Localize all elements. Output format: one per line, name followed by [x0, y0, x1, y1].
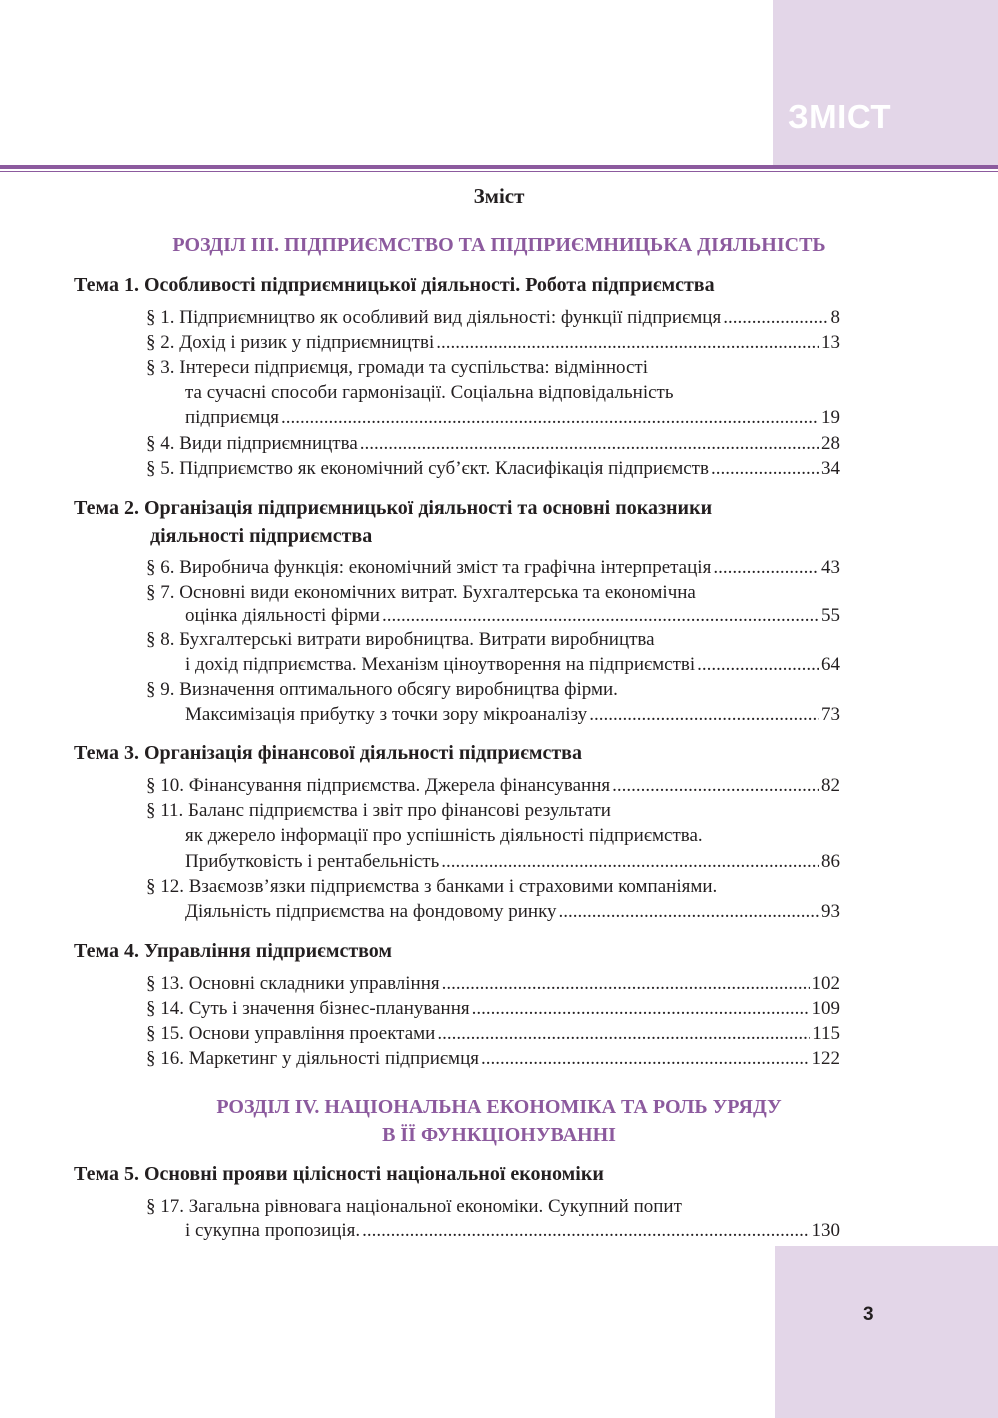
toc-entry-10[interactable] [146, 774, 840, 798]
toc-entry-9[interactable] [185, 703, 840, 727]
toc-entry-title: підприємця [185, 407, 280, 428]
dot-leader [436, 331, 819, 355]
toc-entry-12-line1[interactable]: § 12. Взаємозв’язки підприємства з банками і страховими компаніями. [146, 876, 718, 897]
toc-entry-title: § 10. Фінансування підприємства. Джерела фінансування [146, 775, 611, 796]
toc-entry-title: Прибутковість і рентабельність [185, 851, 440, 872]
toc-entry-title: § 13. Основні складники управління [146, 973, 440, 994]
toc-entry-11[interactable] [185, 850, 840, 874]
toc-entry-page: 122 [811, 1048, 840, 1069]
dot-leader [442, 972, 810, 996]
topic-2-heading-cont: діяльності підприємства [150, 525, 373, 547]
page-title: Зміст [473, 184, 525, 208]
toc-entry-3-line2[interactable]: та сучасні способи гармонізації. Соціальна відповідальність [185, 382, 674, 403]
dot-leader [362, 1219, 809, 1243]
toc-entry-page: 82 [821, 775, 840, 796]
toc-entry-8[interactable] [185, 653, 840, 677]
toc-entry-17[interactable] [185, 1219, 840, 1243]
toc-entry-page: 64 [821, 654, 840, 675]
toc-entry-title: § 5. Підприємство як економічний суб’єкт. Класифікація підприємств [146, 458, 709, 479]
toc-entry-title: § 1. Підприємництво як особливий вид діяльності: функції підприємця [146, 307, 722, 328]
toc-entry-9-line1[interactable]: § 9. Визначення оптимального обсягу виробництва фірми. [146, 679, 618, 700]
header-tab [773, 0, 998, 166]
toc-entry-3-line1[interactable]: § 3. Інтереси підприємця, громади та суспільства: відмінності [146, 357, 649, 378]
dot-leader [723, 306, 828, 330]
toc-entry-page: 13 [821, 332, 840, 353]
topic-1-heading: Тема 1. Особливості підприємницької діяльності. Робота підприємства [74, 274, 715, 296]
toc-entry-2[interactable] [146, 331, 840, 355]
toc-entry-7[interactable] [185, 604, 840, 628]
section-heading-4: РОЗДІЛ IV. НАЦІОНАЛЬНА ЕКОНОМІКА ТА РОЛЬ УРЯДУ [216, 1096, 782, 1118]
toc-entry-page: 115 [812, 1023, 840, 1044]
dot-leader [382, 604, 819, 628]
toc-entry-title: оцінка діяльності фірми [185, 605, 380, 626]
toc-entry-title: § 2. Дохід і ризик у підприємництві [146, 332, 435, 353]
toc-entry-16[interactable] [146, 1047, 840, 1071]
toc-entry-title: § 14. Суть і значення бізнес-планування [146, 998, 470, 1019]
toc-entry-7-line1[interactable]: § 7. Основні види економічних витрат. Бухгалтерська та економічна [146, 582, 696, 603]
toc-entry-14[interactable] [146, 997, 840, 1021]
topic-3-heading: Тема 3. Організація фінансової діяльності підприємства [74, 742, 582, 764]
toc-entry-title: § 15. Основи управління проектами [146, 1023, 436, 1044]
toc-entry-11-line2[interactable]: як джерело інформації про успішність діяльності підприємства. [185, 825, 703, 846]
dot-leader [481, 1047, 810, 1071]
dot-leader [697, 653, 819, 677]
section-heading-3: РОЗДІЛ ІІІ. ПІДПРИЄМСТВО ТА ПІДПРИЄМНИЦЬКА ДІЯЛЬНІСТЬ [172, 234, 826, 256]
toc-entry-6[interactable] [146, 556, 840, 580]
header-rule-thick [0, 165, 998, 169]
toc-entry-title: Діяльність підприємства на фондовому ринку [185, 901, 557, 922]
footer-tab [775, 1246, 998, 1418]
toc-entry-title: § 6. Виробнича функція: економічний зміст та графічна інтерпретація [146, 557, 712, 578]
toc-entry-title: § 4. Види підприємництва [146, 433, 358, 454]
toc-entry-page: 19 [821, 407, 840, 428]
header-tab-label: ЗМІСТ [788, 98, 891, 135]
topic-5-heading: Тема 5. Основні прояви цілісності національної економіки [74, 1163, 604, 1185]
dot-leader [559, 900, 819, 924]
toc-entry-page: 43 [821, 557, 840, 578]
dot-leader [472, 997, 810, 1021]
toc-entry-page: 93 [821, 901, 840, 922]
toc-entry-page: 55 [821, 605, 840, 626]
toc-entry-3[interactable] [185, 406, 840, 430]
toc-entry-title: § 16. Маркетинг у діяльності підприємця [146, 1048, 479, 1069]
toc-entry-page: 73 [821, 704, 840, 725]
toc-entry-page: 34 [821, 458, 840, 479]
toc-entry-page: 28 [821, 433, 840, 454]
toc-entry-title: Максимізація прибутку з точки зору мікроаналізу [185, 704, 588, 725]
header-rule-thin [0, 171, 998, 172]
toc-entry-8-line1[interactable]: § 8. Бухгалтерські витрати виробництва. Витрати виробництва [146, 629, 655, 650]
toc-entry-page: 109 [811, 998, 840, 1019]
toc-entry-page: 102 [811, 973, 840, 994]
dot-leader [713, 556, 819, 580]
toc-entry-page: 86 [821, 851, 840, 872]
topic-4-heading: Тема 4. Управління підприємством [74, 940, 393, 962]
dot-leader [441, 850, 819, 874]
toc-entry-13[interactable] [146, 972, 840, 996]
toc-entry-page: 8 [830, 307, 840, 328]
toc-entry-17-line1[interactable]: § 17. Загальна рівновага національної економіки. Сукупний попит [146, 1196, 682, 1217]
dot-leader [589, 703, 819, 727]
toc-entry-15[interactable] [146, 1022, 840, 1046]
toc-entry-11-line1[interactable]: § 11. Баланс підприємства і звіт про фінансові результати [146, 800, 611, 821]
topic-2-heading: Тема 2. Організація підприємницької діяльності та основні показники [74, 497, 713, 519]
section-heading-4-cont: В ЇЇ ФУНКЦІОНУВАННІ [382, 1124, 616, 1146]
dot-leader [281, 406, 819, 430]
toc-entry-12[interactable] [185, 900, 840, 924]
toc-entry-page: 130 [811, 1220, 840, 1241]
page-number: 3 [863, 1304, 874, 1325]
toc-entry-4[interactable] [146, 432, 840, 456]
toc-entry-title: і дохід підприємства. Механізм ціноутворення на підприємстві [185, 654, 696, 675]
toc-entry-1[interactable] [146, 306, 840, 330]
dot-leader [612, 774, 819, 798]
dot-leader [437, 1022, 810, 1046]
toc-entry-title: і сукупна пропозиція. [185, 1220, 361, 1241]
toc-entry-5[interactable] [146, 457, 840, 481]
dot-leader [360, 432, 819, 456]
dot-leader [711, 457, 819, 481]
